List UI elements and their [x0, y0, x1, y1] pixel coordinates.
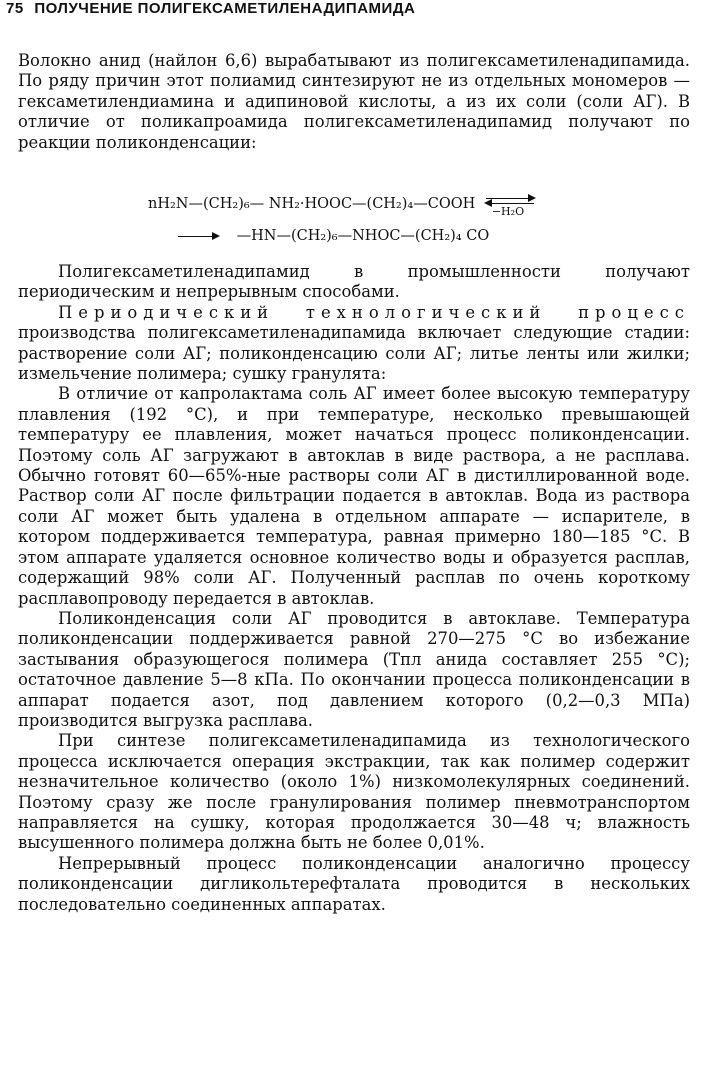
- reaction-arrow-icon: [178, 236, 218, 237]
- intro-text: Волокно анид (найлон 6,6) вырабатывают из полигексаметиленадипамида. По ряду причин этот полиамид синтезируют не из отдельных мономеров — гексаметилендиамина и адипиновой кислоты, а из их соли (соли АГ). В отличие от поликапроамида полигексаметиленадипамид получают по реакции поликонденсации:: [18, 51, 690, 152]
- formula-line-1: [148, 194, 708, 218]
- spaced-heading: Периодический технологический процесс: [58, 302, 690, 322]
- paragraph-periodic-process: [18, 303, 690, 385]
- paragraph-salt-melting: В отличие от капролактама соль АГ имеет более высокую температуру плавления (192 °С), и при температуре, несколько превышающей температуру ее плавления, может начаться процесс поликонденсации. Поэтому соль АГ загружают в автоклав в виде раствора, а не расплава. Обычно готовят 60—65%-ные растворы соли АГ в дистиллированной воде. Раствор соли АГ после фильтрации подается в автоклав. Вода из раствора соли АГ может быть удалена в отдельном аппарате — испарителе, в котором поддерживается температура, равная примерно 180—185 °С. В этом аппарате удаляется основное количество воды и образуется расплав, содержащий 98% соли АГ. Полученный расплав по очень короткому расплавопроводу передается в автоклав.: [18, 384, 690, 608]
- equilibrium-arrows-icon: [486, 194, 536, 218]
- formula-product: —HN—(CH₂)₆—NHOC—(CH₂)₄ CO: [236, 228, 490, 244]
- paragraph-methods: Полигексаметиленадипамид в промышленности получают периодическим и непрерывным способами.: [18, 262, 690, 302]
- water-elimination: −H₂O: [491, 205, 525, 218]
- section-title: ПОЛУЧЕНИЕ ПОЛИГЕКСАМЕТИЛЕНАДИПАМИДА: [34, 0, 416, 17]
- intro-paragraph: [18, 51, 690, 153]
- body-text: [18, 262, 690, 915]
- paragraph-autoclave: Поликонденсация соли АГ проводится в автоклаве. Температура поликонденсации поддерживается равной 270—275 °С во избежание застывания образующегося полимера (Tпл анида составляет 255 °С); остаточное давление 5—8 кПа. По окончании процесса поликонденсации в аппарат подается азот, под давлением которого (0,2—0,3 МПа) производится выгрузка расплава.: [18, 608, 690, 730]
- paragraph-continuous-process: Непрерывный процесс поликонденсации аналогично процессу поликонденсации дигликольтерефталата проводится в нескольких последовательно соединенных аппаратах.: [18, 853, 690, 914]
- paragraph-extraction: При синтезе полигексаметиленадипамида из технологического процесса исключается операция экстракции, так как полимер содержит незначительное количество (около 1%) низкомолекулярных соединений. Поэтому сразу же после гранулирования полимер пневмотранспортом направляется на сушку, которая продолжается 30—48 ч; влажность высушенного полимера должна быть не более 0,01%.: [18, 731, 690, 853]
- periodic-process-text: производства полигексаметиленадипамида включает следующие стадии: растворение соли АГ; поликонденсацию соли АГ; литье ленты или жилки; измельчение полимера; сушку гранулята:: [18, 323, 690, 384]
- page-number: 75: [6, 0, 24, 17]
- formula-reactants: nH₂N—(CH₂)₆— NH₂·HOOC—(CH₂)₄—COOH: [148, 196, 476, 212]
- page-header: [6, 0, 415, 17]
- formula-line-2: [178, 228, 708, 244]
